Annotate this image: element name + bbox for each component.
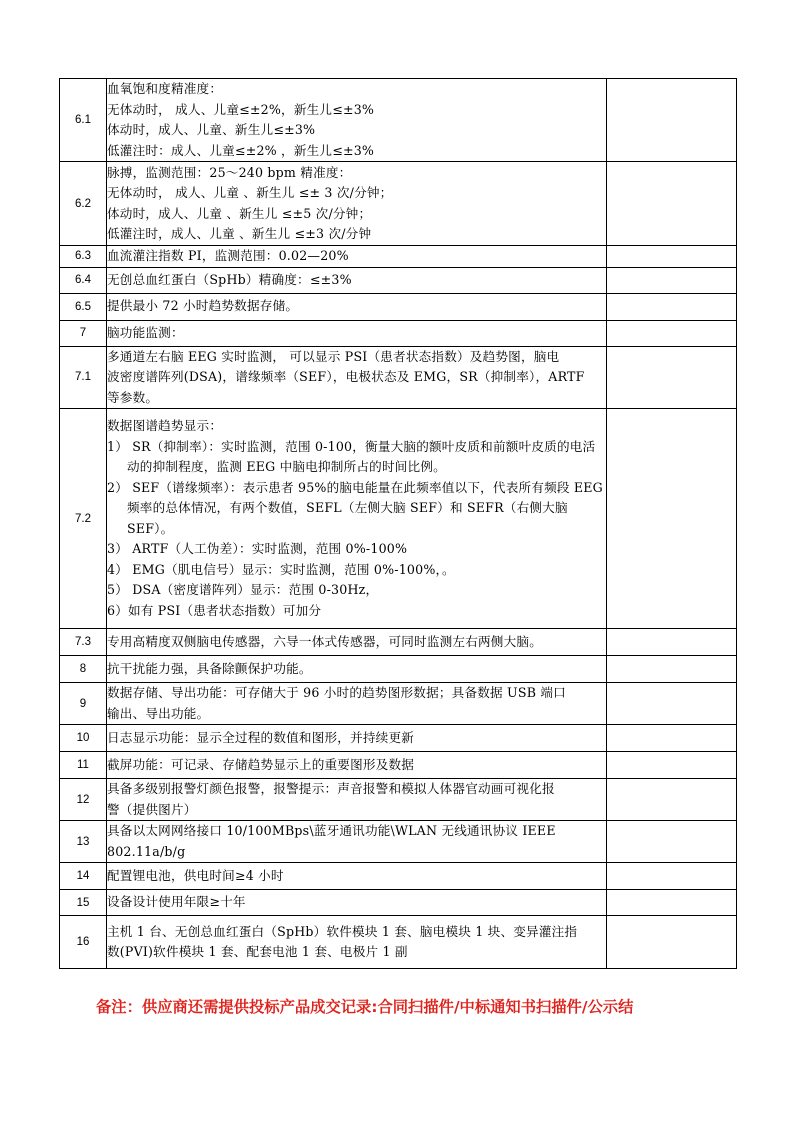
response-cell [607,863,737,890]
description-line: 日志显示功能：显示全过程的数值和图形，并持续更新 [107,729,415,745]
item-number: 6.1 [60,79,107,162]
spec-row [60,293,737,320]
remark-note: 备注：供应商还需提供投标产品成交记录:合同扫描件/中标通知书扫描件/公示结 [96,998,634,1016]
item-description [107,916,607,969]
description-intro: 数据图谱趋势显示： [107,418,223,433]
description-line: 无体动时， 成人、儿童≤±2%，新生儿≤±3% [107,101,375,117]
spec-row [60,779,737,821]
description-line: 血流灌注指数 PI，监测范围：0.02—20% [107,248,349,263]
description-line: 波密度谱阵列(DSA)，谱缘频率（SEF），电极状态及 EMG，SR（抑制率），ARTF [107,369,585,384]
spec-row [60,346,737,409]
description-line: 体动时，成人、儿童、新生儿≤±3% [107,122,316,137]
spec-row [60,629,737,656]
response-cell [607,293,737,320]
description-line: 主机 1 台、无创总血红蛋白（SpHb）软件模块 1 套、脑电模块 1 块、变异灌注指 [107,923,578,939]
item-description [107,890,607,916]
description-line: 具备以太网网络接口 10/100MBps\蓝牙通讯功能\WLAN 无线通讯协议 IEEE [107,823,556,838]
item-number: 7 [60,320,107,346]
spec-row [60,890,737,916]
item-description [107,683,607,725]
item-description [107,162,607,246]
description-line: 脉搏，监测范围：25～240 bpm 精准度： [107,164,352,180]
item-number: 15 [60,890,107,916]
spec-row [60,162,737,246]
spec-row [60,79,737,162]
response-cell [607,656,737,683]
description-line: 提供最小 72 小时趋势数据存储。 [107,298,299,314]
response-cell [607,409,737,629]
response-cell [607,246,737,268]
description-list-item: 4） EMG（肌电信号）显示：实时监测，范围 0%-100%，。 [107,561,455,577]
description-line: 抗干扰能力强，具备除颤保护功能。 [107,660,312,676]
item-number: 13 [60,821,107,863]
description-list-item: 3） ARTF（人工伪差）：实时监测，范围 0%-100% [107,541,408,556]
item-number: 9 [60,683,107,725]
item-description [107,725,607,752]
spec-row [60,246,737,268]
spec-row [60,683,737,725]
spec-row [60,320,737,346]
item-number: 7.2 [60,409,107,629]
description-line: 无创总血红蛋白（SpHb）精确度：≤±3% [107,271,352,287]
description-line: 低灌注时，成人、儿童 、新生儿 ≤±3 次/分钟 [107,226,372,241]
description-line: 设备设计使用年限≥十年 [107,894,246,910]
description-line: 体动时，成人、儿童 、新生儿 ≤±5 次/分钟； [107,205,372,221]
description-list-item: 2） SEF（谱缘频率）：表示患者 95%的脑电能量在此频率值以下，代表所有频段 EEG 频率的总体情况，有两个数值，SEFL（左侧大脑 SEF）和 SEFR（右侧大脑 SEF）。 [107,479,603,536]
description-line: 多通道左右脑 EEG 实时监测， 可以显示 PSI（患者状态指数）及趋势图，脑电 [107,348,560,364]
item-description [107,409,607,629]
description-line: 脑功能监测： [107,324,184,340]
item-description [107,821,607,863]
description-line: 警（提供图片） [107,801,197,817]
spec-row [60,821,737,863]
item-description [107,346,607,409]
description-line: 802.11a/b/g [107,843,186,859]
item-description [107,79,607,162]
item-description [107,752,607,779]
response-cell [607,346,737,409]
response-cell [607,821,737,863]
description-line: 数据存储、导出功能：可存储大于 96 小时的趋势图形数据；具备数据 USB 端口 [107,685,566,700]
item-description [107,320,607,346]
description-line: 配置锂电池，供电时间≥4 小时 [107,867,284,883]
description-line: 截屏功能：可记录、存储趋势显示上的重要图形及数据 [107,756,415,772]
item-number: 10 [60,725,107,752]
item-number: 14 [60,863,107,890]
item-number: 6.5 [60,293,107,320]
item-description [107,779,607,821]
description-line: 数(PVI)软件模块 1 套、配套电池 1 套、电极片 1 副 [107,944,408,959]
response-cell [607,320,737,346]
item-description [107,246,607,268]
spec-row [60,752,737,779]
item-description [107,863,607,890]
description-line: 等参数。 [107,389,159,405]
item-number: 12 [60,779,107,821]
description-list-item: 5） DSA（密度谱阵列）显示：范围 0-30Hz， [107,582,379,597]
description-list-item: 1） SR（抑制率）：实时监测，范围 0-100，衡量大脑的额叶皮质和前额叶皮质的电活动的抑制程度，监测 EEG 中脑电抑制所占的时间比例。 [107,438,596,474]
item-description [107,267,607,293]
description-line: 血氧饱和度精准度： [107,81,223,96]
spec-table-body [60,79,737,969]
description-line: 无体动时， 成人、儿童 、新生儿 ≤± 3 次/分钟； [107,185,393,200]
spec-row [60,725,737,752]
description-line: 专用高精度双侧脑电传感器，六导一体式传感器，可同时监测左右两侧大脑。 [107,633,542,649]
response-cell [607,890,737,916]
description-line: 具备多级别报警灯颜色报警，报警提示：声音报警和模拟人体器官动画可视化报 [107,781,555,796]
spec-row [60,267,737,293]
description-line: 输出、导出功能。 [107,705,210,721]
item-number: 16 [60,916,107,969]
response-cell [607,267,737,293]
item-number: 7.3 [60,629,107,656]
item-description [107,629,607,656]
item-number: 7.1 [60,346,107,409]
response-cell [607,916,737,969]
spec-table [59,78,737,969]
spec-row [60,916,737,969]
item-number: 11 [60,752,107,779]
item-number: 6.4 [60,267,107,293]
item-number: 8 [60,656,107,683]
spec-row [60,863,737,890]
description-list-item: 6）如有 PSI（患者状态指数）可加分 [107,602,322,618]
spec-row [60,409,737,629]
response-cell [607,752,737,779]
response-cell [607,725,737,752]
item-description [107,656,607,683]
response-cell [607,162,737,246]
item-description [107,293,607,320]
item-number: 6.2 [60,162,107,246]
response-cell [607,779,737,821]
response-cell [607,683,737,725]
response-cell [607,79,737,162]
response-cell [607,629,737,656]
spec-row [60,656,737,683]
description-line: 低灌注时：成人、儿童≤±2% ，新生儿≤±3% [107,142,375,158]
item-number: 6.3 [60,246,107,268]
